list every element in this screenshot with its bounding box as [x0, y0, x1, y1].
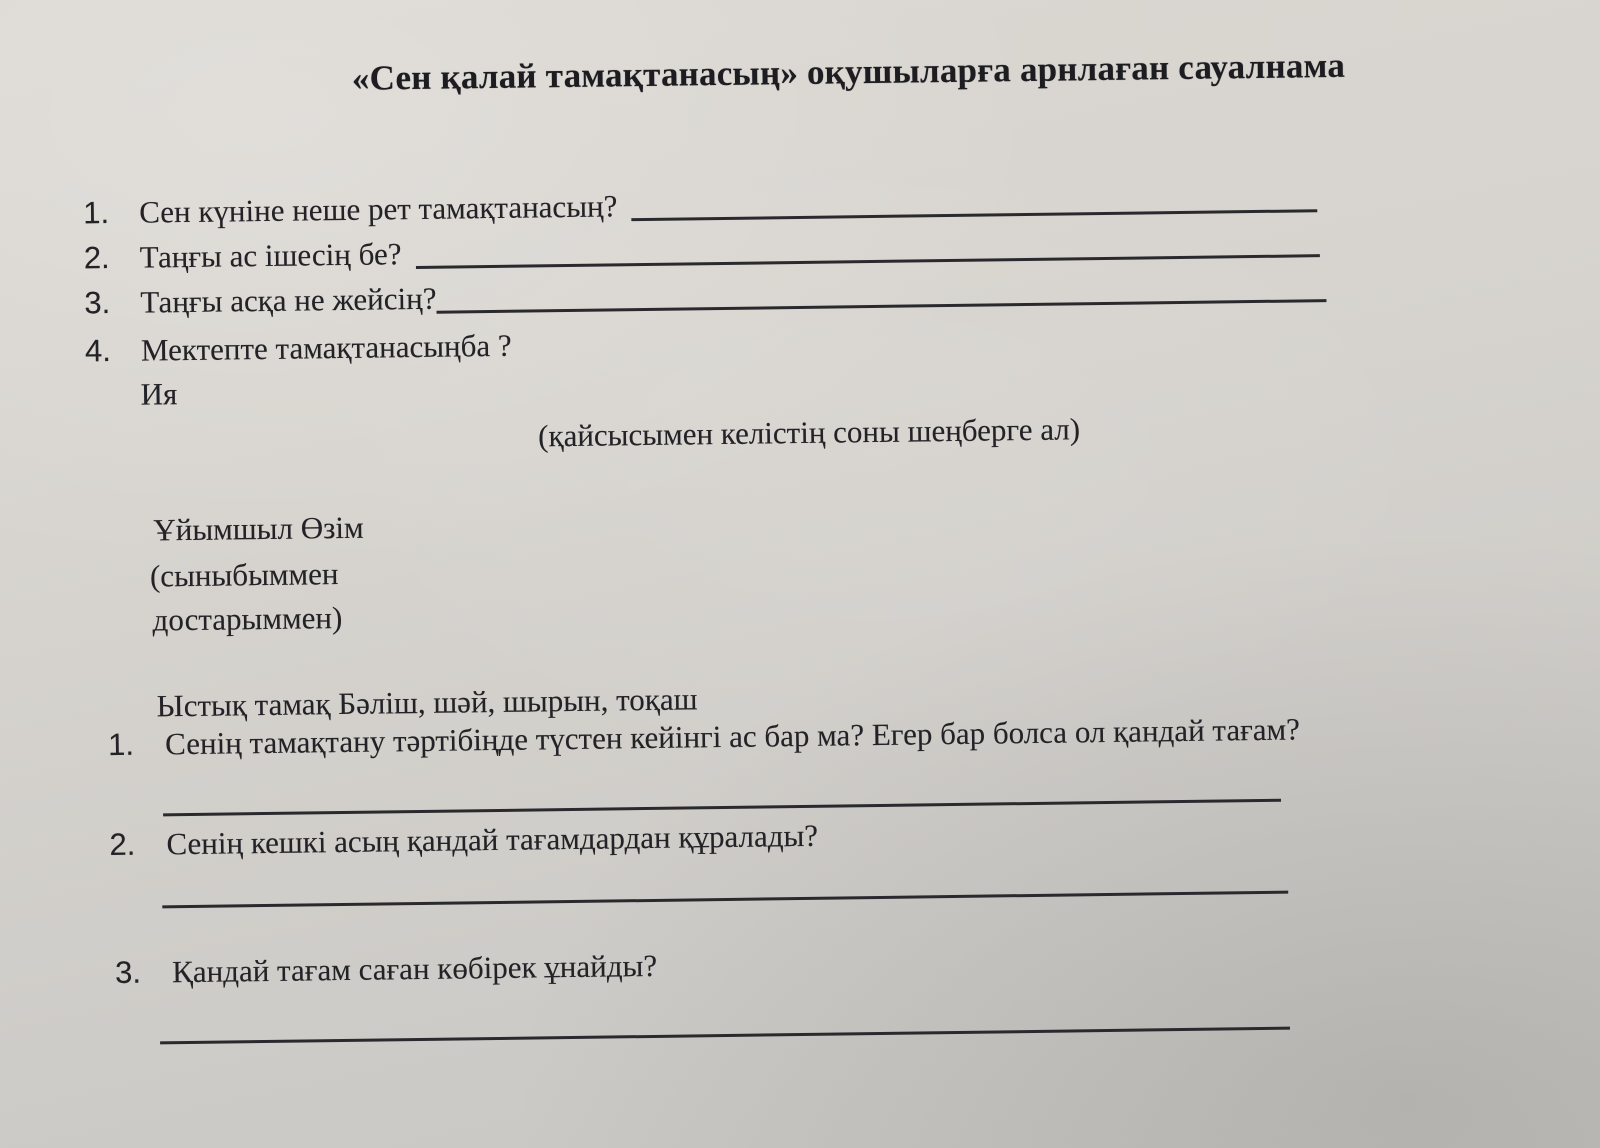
- answer-option-with-friends: достарыммен): [152, 599, 343, 638]
- question-number: 2.: [83, 240, 110, 276]
- question-text: Қандай тағам саған көбірек ұнайды?: [171, 947, 658, 990]
- question-number: 3.: [114, 954, 142, 990]
- question-text: Сен күніне неше рет тамақтанасың?: [138, 188, 618, 230]
- answer-blank-line: [160, 1027, 1290, 1045]
- answer-blank-line: [415, 224, 1320, 269]
- question-text: Таңғы асқа не жейсің?: [140, 280, 437, 320]
- question-text: Сенің тамақтану тәртібіңде түстен кейінгі ас бар ма? Егер бар болса ол қандай тағам?: [164, 711, 1301, 762]
- question-number: 1.: [107, 726, 135, 763]
- answer-blank-line: [631, 179, 1317, 221]
- answer-blank-line: [162, 891, 1288, 909]
- question-row: [85, 315, 1319, 371]
- question-text: Таңғы ас ішесің бе?: [139, 236, 402, 275]
- question-text: Мектепте тамақтанасыңба ?: [140, 327, 512, 368]
- answer-option-organized: Ұйымшыл Өзім: [153, 509, 364, 548]
- food-options-line: Ыстық тамақ Бәліш, шәй, шырын, тоқаш: [156, 681, 698, 724]
- answer-blank-line: [436, 269, 1326, 314]
- question-number: 4.: [84, 333, 112, 369]
- question-row: [115, 935, 1515, 993]
- answer-option-yes: Ия: [140, 376, 178, 412]
- question-row: [109, 807, 1509, 865]
- question-number: 1.: [82, 195, 110, 231]
- circle-instruction: (қайсысымен келістің соны шеңберге ал): [537, 411, 1081, 454]
- question-number: 2.: [109, 826, 136, 863]
- question-text: Сенің кешкі асың қандай тағамдардан құралады?: [166, 817, 819, 862]
- answer-option-with-class: (сыныбыммен: [149, 556, 339, 594]
- question-number: 3.: [84, 285, 111, 321]
- document-title: «Сен қалай тамақтанасың» оқушыларға арнлаған сауалнама: [351, 45, 1346, 98]
